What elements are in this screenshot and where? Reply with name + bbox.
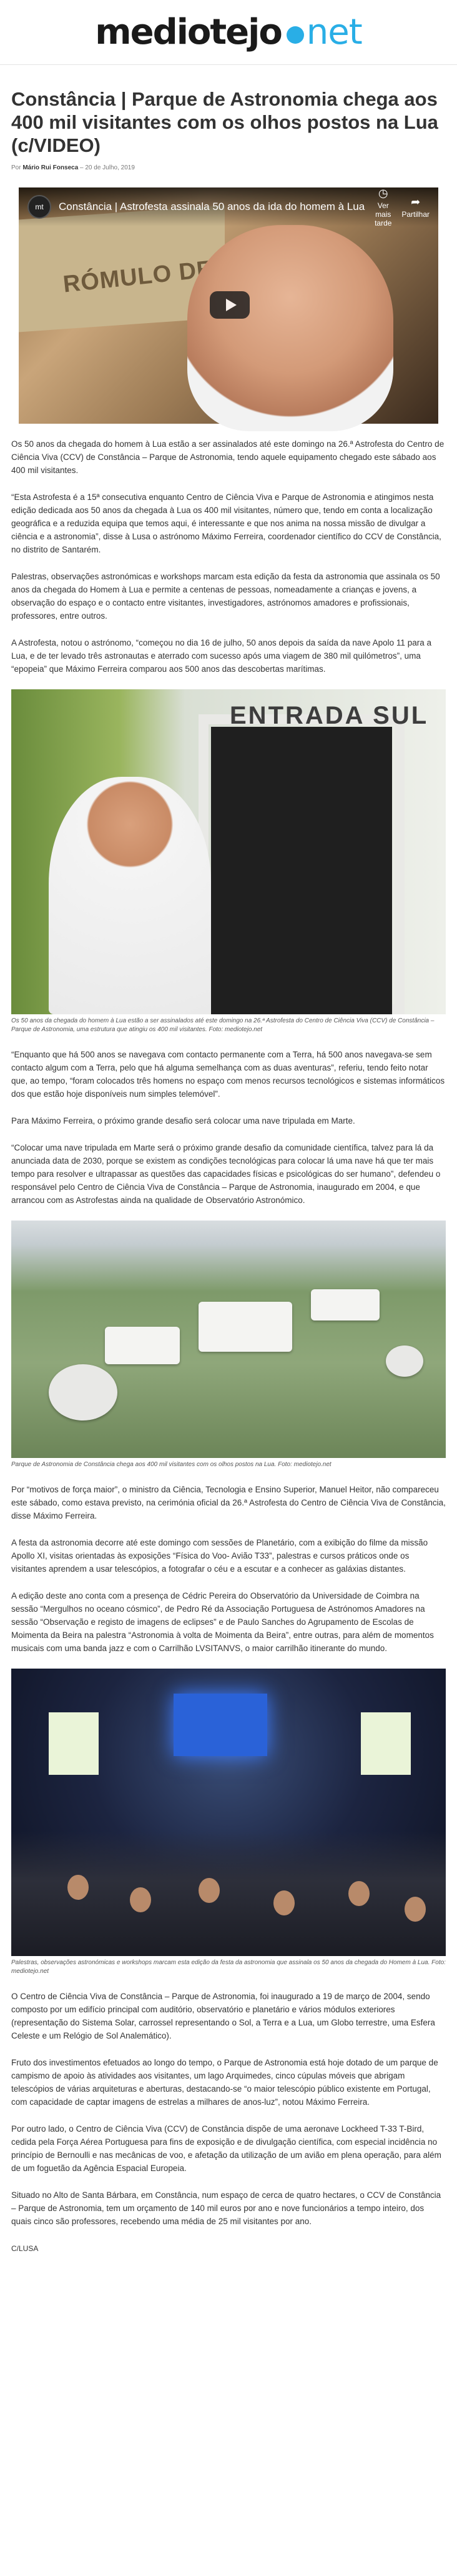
site-logo[interactable]	[95, 11, 362, 52]
channel-avatar-icon[interactable]: mt	[27, 195, 51, 219]
paragraph: Fruto dos investimentos efetuados ao longo do tempo, o Parque de Astronomia está hoje dotado de um parque de campismo de apoio às atividades aos visitantes, um lago Arquimedes, cinco cúpulas móveis que abrigam telescópios de várias arquiteturas e aberturas, destacando-se “o maior telescópio público existente em Portugal, com capacidade de captar imagens de estrelas a milhares de anos-luz”, notou Máximo Ferreira.	[11, 2058, 438, 2107]
photo-door	[211, 727, 392, 1014]
photo-figure-entrance	[11, 689, 446, 1034]
photo-auditorium	[11, 1669, 446, 1956]
photo-figure-auditorium	[11, 1669, 446, 1976]
video-title[interactable]: Constância | Astrofesta assinala 50 anos da ida do homem à Lua	[59, 201, 365, 212]
video-person-shape	[187, 225, 393, 431]
photo-caption: Palestras, observações astronómicas e workshops marcam esta edição da festa da astronomia que assinala os 50 anos da chegada do Homem à Lua. Foto: mediotejo.net	[11, 1959, 446, 1975]
photo-audience-head	[348, 1881, 370, 1906]
paragraph: Por “motivos de força maior”, o ministro da Ciência, Tecnologia e Ensino Superior, Manuel Heitor, não compareceu este sábado, como estava previsto, na cerimónia oficial da 26.ª Astrofesta do Centro de Ciência Viva de Constância, disse Máximo Ferreira.	[11, 1485, 446, 1520]
photo-figure-aerial	[11, 1221, 446, 1469]
photo-window-shape	[49, 1712, 99, 1775]
play-icon	[226, 299, 237, 311]
article-title: Constância | Parque de Astronomia chega aos 400 mil visitantes com os olhos postos na Lua (c/VIDEO)	[11, 88, 438, 156]
paragraph: A edição deste ano conta com a presença de Cédric Pereira do Observatório da Universidade de Coimbra na sessão “Mergulhos no oceano cósmico”, de Pedro Ré da Associação Portuguesa de Astrónomos Amadores na sessão “Observação e registo de imagens de eclipses” e de Paulo Sanches do Agrupamento de Escolas de Moimenta da Beira na palestra “Astronomia à volta de Moimenta da Beira”, entre outras, para além de momentos musicais com uma banda jazz e com o Carrilhão LVSITANVS, o maior carrilhão itinerante do mundo.	[11, 1591, 434, 1653]
photo-projection-screen	[174, 1694, 267, 1756]
paragraph: “Colocar uma nave tripulada em Marte será o próximo grande desafio da comunidade científica, talvez para lá da anunciada data de 2030, porque se existem as condições tecnológicas para colocar lá uma nave há que ter mais tempo para resolver e ultrapassar as questões das capacidades físicas e psicológicas do ser humano”, defendeu o responsável pelo Centro de Ciência Viva de Constância – Parque de Astronomia, inaugurado em 2004, e que arrancou com as Astrofestas ainda na qualidade de Observatório Astronómico.	[11, 1143, 441, 1205]
photo-dome-shape	[386, 1345, 423, 1377]
photo-building-shape	[105, 1327, 180, 1364]
site-header	[0, 0, 457, 65]
paragraph: A festa da astronomia decorre até este domingo com sessões de Planetário, com a exibição do filme da missão Apollo XI, visitas orientadas às exposições “Física do Voo- Avião T33”, palestras e cursos práticos onde os visitantes aprendem a usar telescópios, a fotografar o céu e a escutar e a conhecer as galáxias distantes.	[11, 1538, 428, 1574]
watch-later-label: Ver mais tarde	[375, 201, 392, 227]
byline-separator: –	[80, 164, 86, 171]
photo-audience-head	[130, 1887, 151, 1912]
paragraph: Para Máximo Ferreira, o próximo grande desafio será colocar uma nave tripulada em Marte.	[11, 1116, 355, 1126]
article-credit: C/LUSA	[11, 2244, 39, 2253]
article-byline	[11, 164, 446, 171]
paragraph: O Centro de Ciência Viva de Constância – Parque de Astronomia, foi inaugurado a 19 de março de 2004, sendo composto por um edifício principal com auditório, observatório e planetário e vários módulos exteriores (representação do Sistema Solar, carrossel representando o Sol, a Terra e a Lua, um Globo terrestre, uma Esfera Celeste e um Relógio de Sol Analemático).	[11, 1992, 435, 2040]
paragraph: Palestras, observações astronómicas e workshops marcam esta edição da festa da astronomia que assinala os 50 anos da chegada do Homem à Lua e permite a centenas de pessoas, nomeadamente a crianças e jovens, a observação do espaço e o contacto entre visitantes, investigadores, astrónomos amadores e profissionais, professores, entre outros.	[11, 572, 440, 621]
clock-icon: ◷	[378, 186, 388, 199]
photo-building-shape	[199, 1302, 292, 1352]
photo-caption: Os 50 anos da chegada do homem à Lua estão a ser assinalados até este domingo na 26.ª Astrofesta do Centro de Ciência Viva (CCV) de Constância – Parque de Astronomia, uma estrutura que atingiu os 400 mil visitantes. Foto: mediotejo.net	[11, 1017, 435, 1033]
share-button[interactable]	[401, 196, 430, 219]
article-author[interactable]: Mário Rui Fonseca	[22, 164, 79, 171]
logo-dot-icon	[287, 26, 304, 44]
share-arrow-icon: ➦	[411, 195, 421, 208]
photo-window-shape	[361, 1712, 411, 1775]
paragraph: “Esta Astrofesta é a 15ª consecutiva enquanto Centro de Ciência Viva e Parque de Astronomia e atingimos nesta edição dedicada aos 50 anos da chegada à Lua os 400 mil visitantes, número que, tendo em conta a localização geográfica e a reduzida equipa que temos aqui, é interessante e que nos anima na nossa missão de divulgar a ciência e a astronomia”, disse à Lusa o astrónomo Máximo Ferreira, coordenador científico do CCV de Constância, no distrito de Santarém.	[11, 492, 441, 554]
paragraph: A Astrofesta, notou o astrónomo, “começou no dia 16 de julho, 50 anos depois da saída da nave Apolo 11 para a Lua, e de ter levado três astronautas e aterrado com sucesso após uma viagem de 380 mil quilómetros”, uma “epopeia” que Máximo Ferreira comparou aos 500 anos das descobertas marítimas.	[11, 638, 431, 674]
article	[0, 87, 457, 2272]
photo-caption: Parque de Astronomia de Constância chega aos 400 mil visitantes com os olhos postos na Lua. Foto: mediotejo.net	[11, 1461, 332, 1468]
photo-aerial-park	[11, 1221, 446, 1458]
share-label: Partilhar	[401, 209, 430, 219]
watch-later-button[interactable]	[371, 187, 395, 227]
paragraph: “Enquanto que há 500 anos se navegava com contacto permanente com a Terra, há 500 anos navegava-se sem contacto algum com a Terra, pelo que há alguma semelhança com as duas aventuras”, referiu, tendo feito notar que, ao tempo, “foram colocados três homens no espaço com menos recursos tecnológicos e sistemas informáticos dos que estão hoje disponíveis num simples telemóvel”.	[11, 1050, 445, 1099]
paragraph: Os 50 anos da chegada do homem à Lua estão a ser assinalados até este domingo na 26.ª Astrofesta do Centro de Ciência Viva (CCV) de Constância – Parque de Astronomia, tendo aquele equipamento chegado este sábado aos 400 mil visitantes.	[11, 439, 445, 475]
photo-building-shape	[311, 1289, 380, 1320]
article-date: 20 de Julho, 2019	[85, 164, 135, 171]
photo-dome-shape	[49, 1364, 117, 1420]
logo-net-text: net	[306, 11, 362, 52]
photo-audience-head	[405, 1897, 426, 1922]
photo-audience-head	[199, 1878, 220, 1903]
paragraph: Situado no Alto de Santa Bárbara, em Constância, num espaço de cerca de quatro hectares, o CCV de Constância – Parque de Astronomia, tem um orçamento de 140 mil euros por ano e nove funcionários a tempo inteiro, dos quais cinco são professores, recebendo uma média de 25 mil visitantes por ano.	[11, 2190, 441, 2226]
byline-label: Por	[11, 164, 21, 171]
logo-main-text: mediotejo	[95, 11, 282, 52]
play-button[interactable]	[210, 291, 250, 319]
photo-entrance-sign: ENTRADA SUL	[230, 702, 429, 729]
photo-person-shape	[49, 777, 211, 1014]
photo-audience-head	[67, 1875, 89, 1900]
photo-audience-head	[273, 1890, 295, 1915]
photo-man-at-entrance	[11, 689, 446, 1014]
video-top-bar	[19, 187, 438, 226]
video-wall-text: RÓMULO DE	[62, 256, 215, 298]
paragraph: Por outro lado, o Centro de Ciência Viva (CCV) de Constância dispõe de uma aeronave Lockheed T-33 T-Bird, cedida pela Força Aérea Portuguesa para fins de exposição e de divulgação científica, com especial incidência no princípio de Bernoulli e nas mecânicas de voo, e afetação da utilização de um avião em plena operação, para além de um foguetão da Agência Espacial Europeia.	[11, 2124, 441, 2173]
youtube-video-embed[interactable]	[19, 187, 438, 424]
